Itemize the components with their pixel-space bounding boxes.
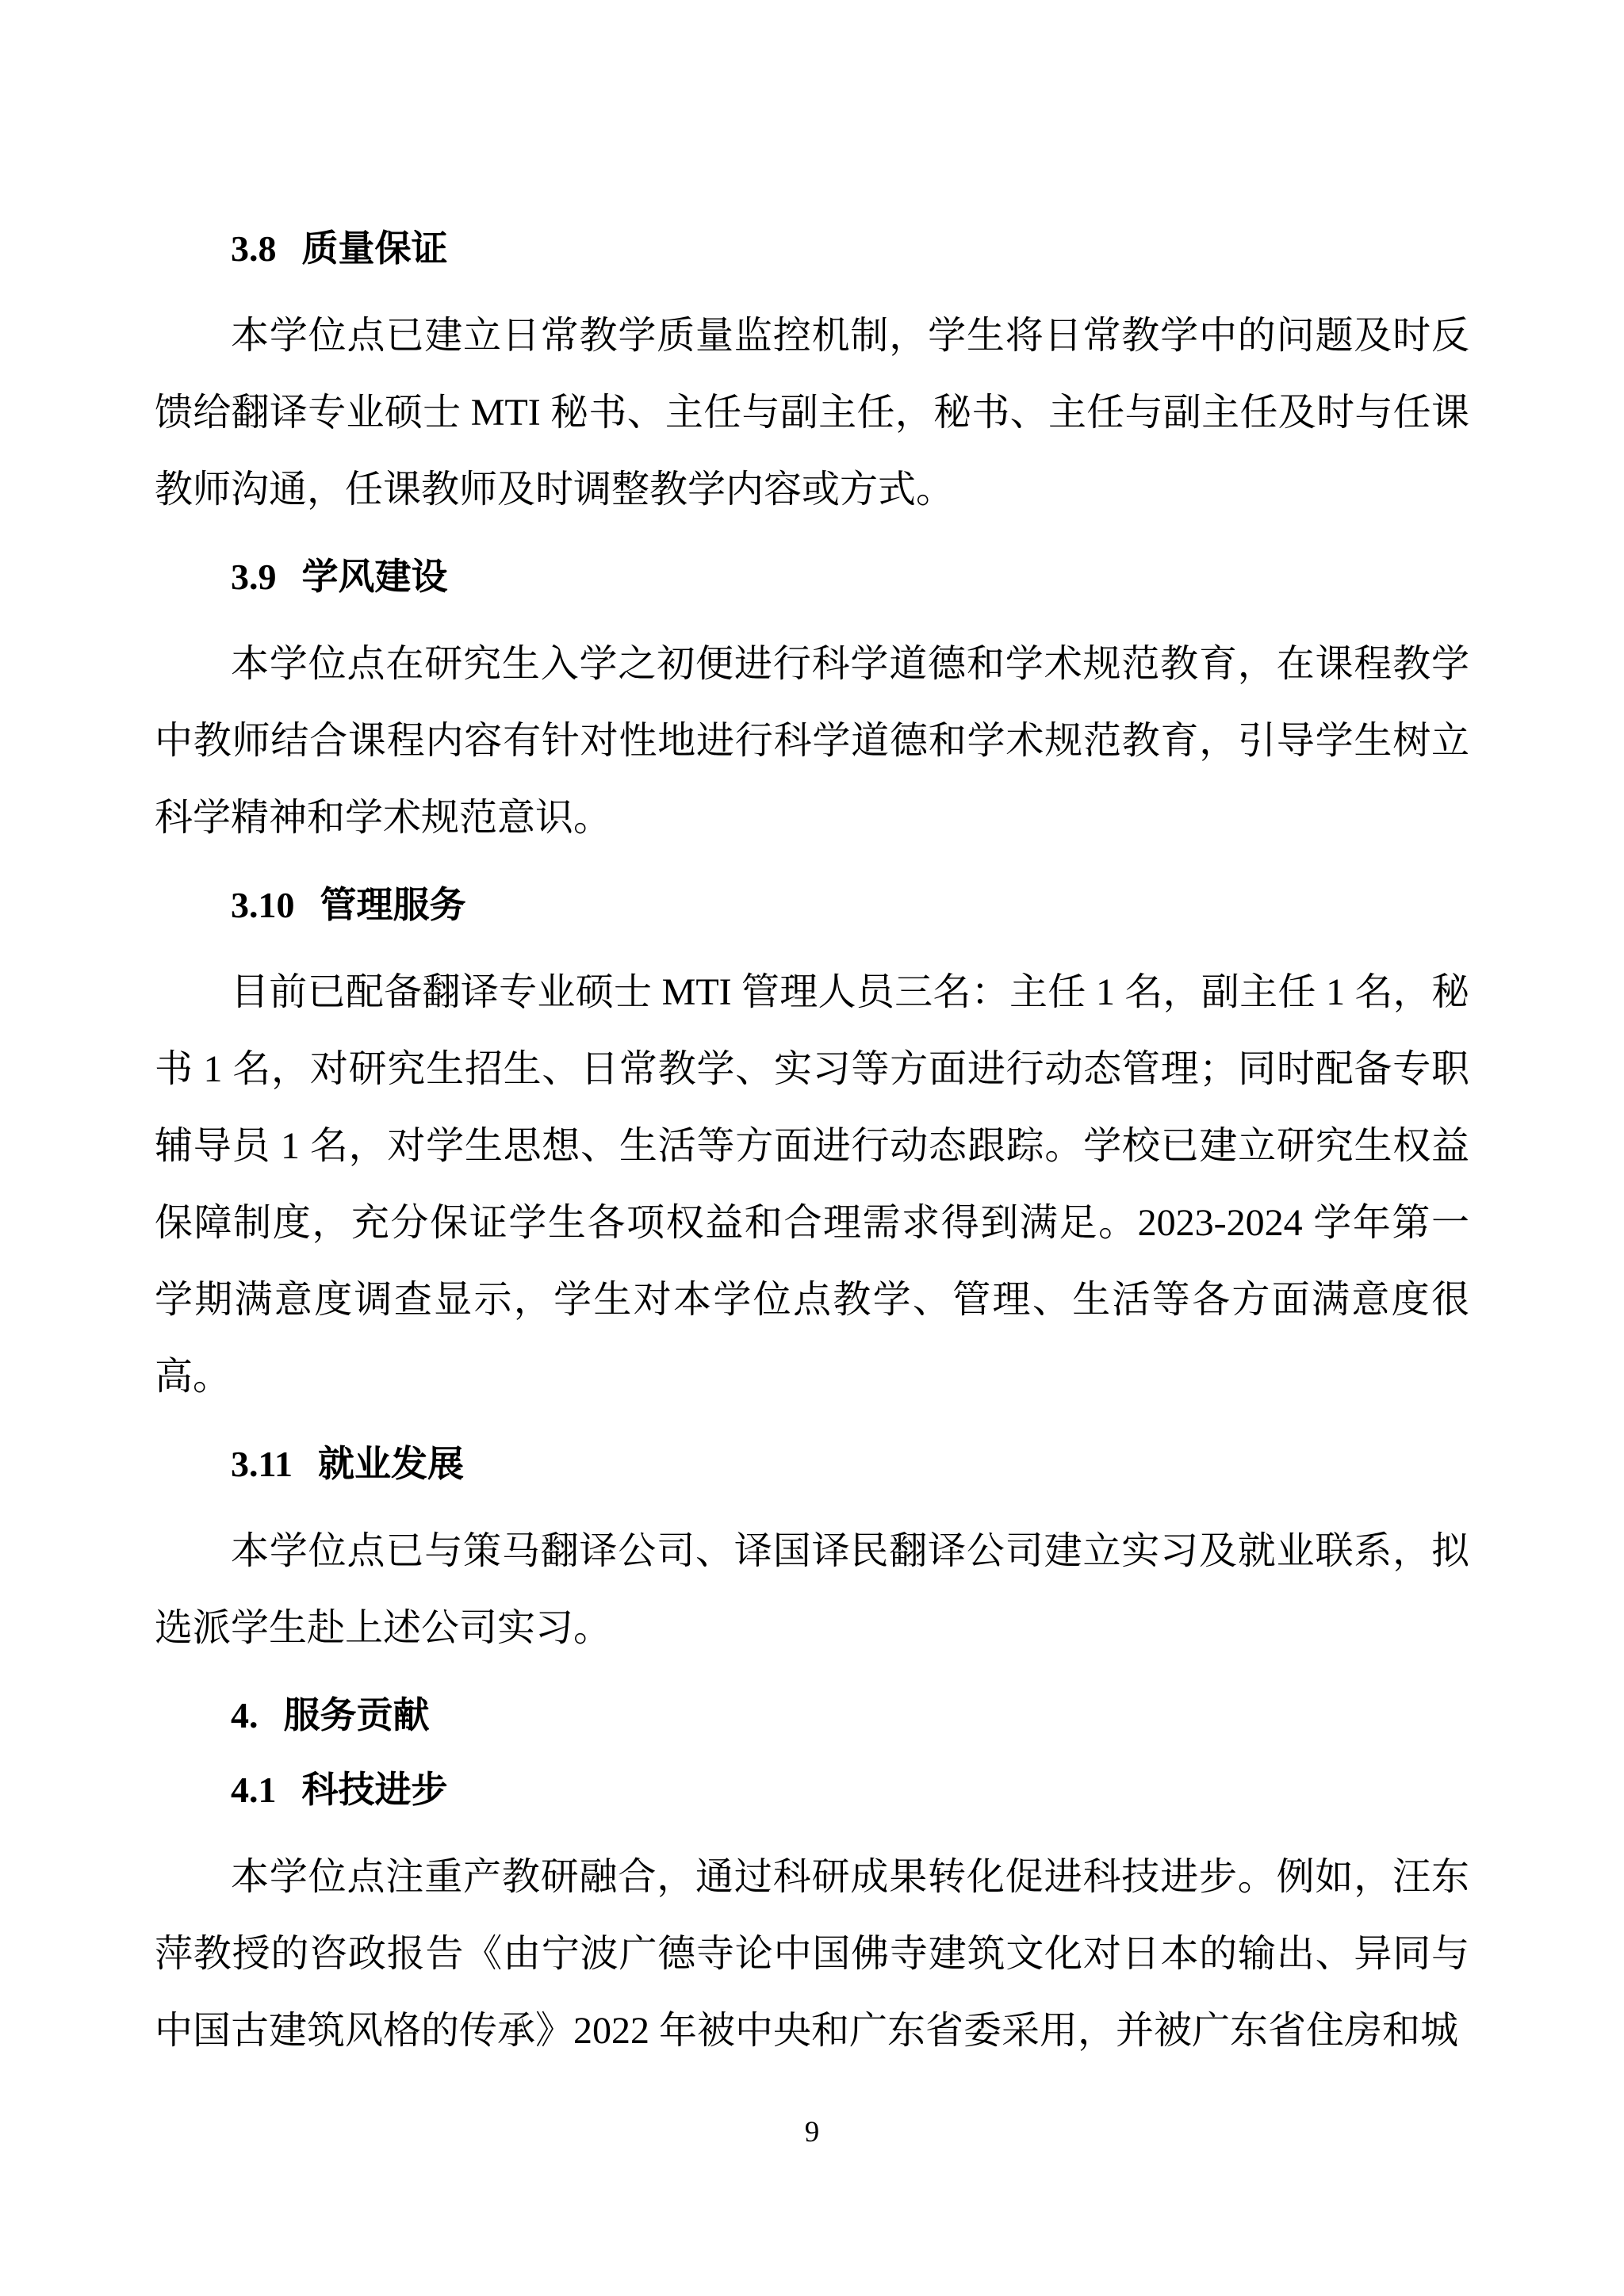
page-number: 9 [804, 2116, 820, 2149]
heading-number: 3.9 [231, 557, 277, 597]
paragraph: 目前已配备翻译专业硕士 MTI 管理人员三名：主任 1 名，副主任 1 名，秘书 1 名，对研究生招生、日常教学、实习等方面进行动态管理；同时配备专职辅导员 1 名，对学生思想、生活等方面进行动态跟踪。学校已建立研究生权益保障制度，充分保证学生各项权益和合理需求得到满足。2023-2024 学年第一学期满意度调查显示，学生对本学位点教学、管理、生活等各方面满意度很高。 [155, 971, 1469, 1398]
section-3-9-heading [155, 551, 1469, 603]
heading-number: 3.8 [231, 228, 277, 269]
heading-number: 4.1 [231, 1770, 277, 1810]
heading-title: 就业发展 [317, 1443, 464, 1484]
heading-title: 服务贡献 [283, 1694, 430, 1735]
heading-title: 质量保证 [301, 228, 448, 269]
section-4-heading [155, 1689, 1469, 1741]
heading-title: 管理服务 [320, 884, 466, 925]
paragraph: 本学位点注重产教研融合，通过科研成果转化促进科技进步。例如，汪东萍教授的咨政报告《由宁波广德寺论中国佛寺建筑文化对日本的输出、异同与中国古建筑风格的传承》2022 年被中央和广东省委采用，并被广东省住房和城 [155, 1856, 1469, 2052]
paragraph: 本学位点在研究生入学之初便进行科学道德和学术规范教育，在课程教学中教师结合课程内容有针对性地进行科学道德和学术规范教育，引导学生树立科学精神和学术规范意识。 [155, 643, 1469, 839]
section-4-1-heading [155, 1764, 1469, 1816]
heading-number: 3.11 [231, 1444, 293, 1484]
section-3-8-heading [155, 223, 1469, 274]
paragraph: 本学位点已与策马翻译公司、译国译民翻译公司建立实习及就业联系，拟选派学生赴上述公司实习。 [155, 1530, 1469, 1649]
heading-title: 学风建设 [301, 556, 448, 597]
paragraph: 本学位点已建立日常教学质量监控机制，学生将日常教学中的问题及时反馈给翻译专业硕士 MTI 秘书、主任与副主任，秘书、主任与副主任及时与任课教师沟通，任课教师及时调整教学内容或方式。 [155, 315, 1469, 511]
section-3-11-heading [155, 1438, 1469, 1490]
heading-number: 3.10 [231, 885, 295, 925]
heading-title: 科技进步 [301, 1769, 448, 1810]
heading-number: 4. [231, 1695, 259, 1735]
section-3-10-heading [155, 879, 1469, 931]
